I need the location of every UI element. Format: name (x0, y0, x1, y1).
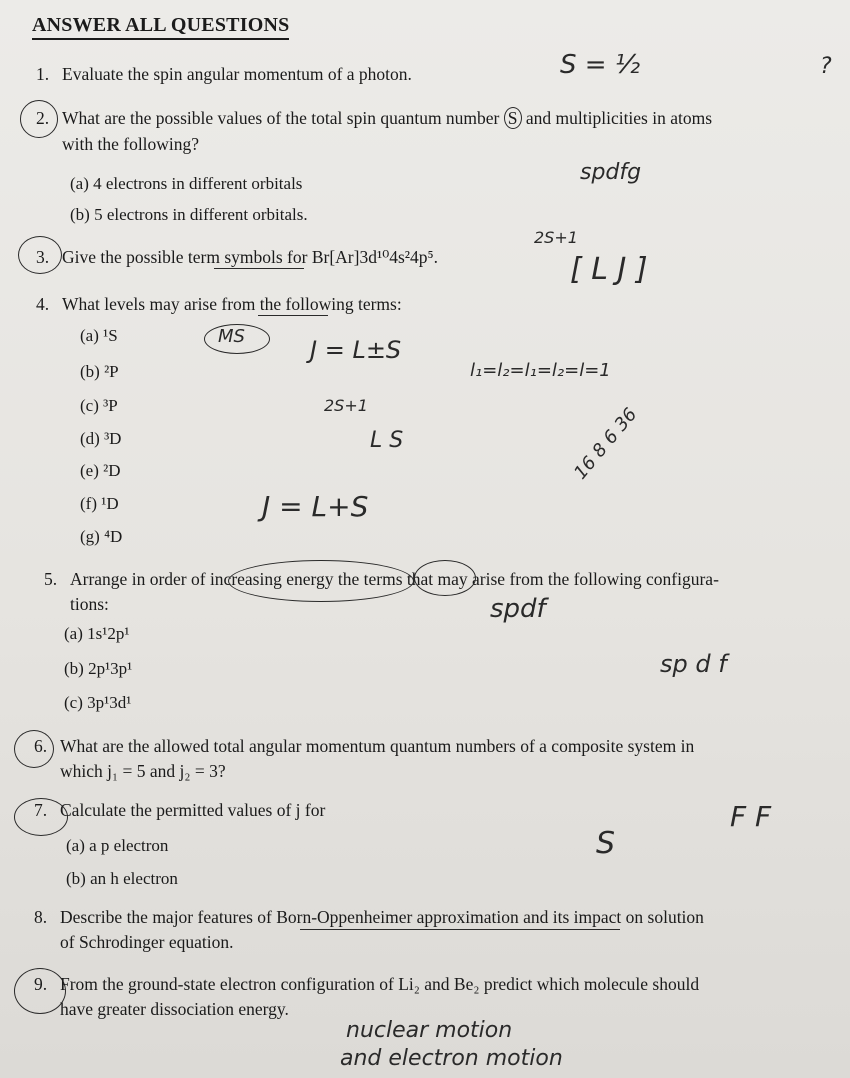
q5-part-c: (c) 3p¹3d¹ (64, 693, 132, 712)
handwritten-l-values: l₁=l₂=l₁=l₂=l=1 (470, 360, 611, 381)
question-6-text: What are the allowed total angular momentum quantum numbers of a composite system in (60, 736, 695, 756)
handwritten-f-f: F F (730, 800, 772, 833)
question-6: 6. What are the allowed total angular momentum quantum numbers of a composite system in (34, 736, 695, 756)
q4-part-a: (a) ¹S (80, 326, 118, 345)
q4-part-g: (g) ⁴D (80, 527, 123, 546)
question-5-text: Arrange in order of increasing energy the terms that may arise from the following configura- (70, 569, 719, 589)
question-2: 2. What are the possible values of the total spin quantum number S and multiplicities in atoms (36, 108, 713, 128)
handwritten-note-q1: S = ½ (560, 50, 641, 80)
handwritten-sp-d-f: sp d f (660, 650, 727, 678)
handwritten-notes-q9-line2: and electron motion (340, 1046, 563, 1071)
q5-part-a: (a) 1s¹2p¹ (64, 624, 130, 643)
question-5: 5. Arrange in order of increasing energy the terms that may arise from the following configura- (44, 569, 719, 589)
question-1: 1. Evaluate the spin angular momentum of a photon. (36, 64, 412, 84)
q4-part-d: (d) ³D (80, 429, 122, 448)
question-8-line2: of Schrodinger equation. (60, 932, 234, 952)
hand-circle-terms (414, 560, 476, 596)
underline-born-oppenheimer (300, 929, 620, 930)
question-9-line2: have greater dissociation energy. (60, 999, 289, 1019)
question-4: 4. What levels may arise from the following terms: (36, 294, 402, 314)
q4-part-f: (f) ¹D (80, 494, 119, 513)
handwritten-s-q7: S (596, 826, 616, 861)
underline-term-symbols (214, 268, 304, 269)
handwritten-2s1-q4: 2S+1 (324, 396, 368, 415)
question-5-line2: tions: (70, 594, 109, 614)
question-9: 9. From the ground-state electron configuration of Li₂ and Be₂ predict which molecule should (34, 974, 700, 994)
handwritten-note-q2: spdfg (580, 160, 642, 185)
q7-part-a: (a) a p electron (66, 836, 169, 855)
handwritten-2s1-q3: 2S+1 (534, 228, 578, 247)
q7-part-b: (b) an h electron (66, 869, 178, 888)
handwritten-j-eq-2: J = L+S (262, 490, 369, 523)
question-3-text: Give the possible term symbols for Br[Ar]3d¹⁰4s²4p⁵. (62, 247, 438, 267)
hand-circle-increasing-energy (228, 560, 414, 602)
question-2-text-cont: and multiplicities in atoms (525, 108, 713, 128)
spin-symbol: S (504, 107, 522, 129)
question-7: 7. Calculate the permitted values of j for (34, 800, 326, 820)
question-3: 3. Give the possible term symbols for Br[Ar]3d¹⁰4s²4p⁵. (36, 247, 438, 267)
question-4-text: What levels may arise from the following terms: (62, 294, 402, 314)
underline-levels (258, 315, 328, 316)
q2-part-b: (b) 5 electrons in different orbitals. (70, 205, 308, 224)
handwritten-j-eq: J = L±S (310, 336, 402, 364)
q5-part-b: (b) 2p¹3p¹ (64, 659, 133, 678)
question-8: 8. Describe the major features of Born-Oppenheimer approximation and its impact on solution (34, 907, 704, 927)
handwritten-ls: L S (370, 428, 404, 453)
handwritten-spdf: spdf (490, 594, 546, 624)
question-8-text: Describe the major features of Born-Oppenheimer approximation and its impact on solution (60, 907, 704, 927)
q2-part-a: (a) 4 electrons in different orbitals (70, 174, 303, 193)
question-6-line2: which j₁ = 5 and j₂ = 3? (60, 761, 226, 781)
handwritten-ms: MS (218, 326, 245, 347)
handwritten-question-mark: ? (820, 54, 832, 79)
handwritten-digits: 16 8 6 36 (570, 404, 642, 484)
question-2-text: What are the possible values of the total spin quantum number (62, 108, 500, 128)
q4-part-e: (e) ²D (80, 461, 121, 480)
question-9-text: From the ground-state electron configuration of Li₂ and Be₂ predict which molecule should (60, 974, 700, 994)
question-7-text: Calculate the permitted values of j for (60, 800, 326, 820)
q4-part-c: (c) ³P (80, 396, 118, 415)
question-1-text: Evaluate the spin angular momentum of a photon. (62, 64, 412, 84)
handwritten-bracket: [ L J ] (570, 252, 648, 287)
handwritten-notes-q9-line1: nuclear motion (346, 1018, 513, 1043)
page-title: ANSWER ALL QUESTIONS (32, 14, 289, 40)
q4-part-b: (b) ²P (80, 362, 119, 381)
question-2-line2: with the following? (62, 134, 200, 154)
